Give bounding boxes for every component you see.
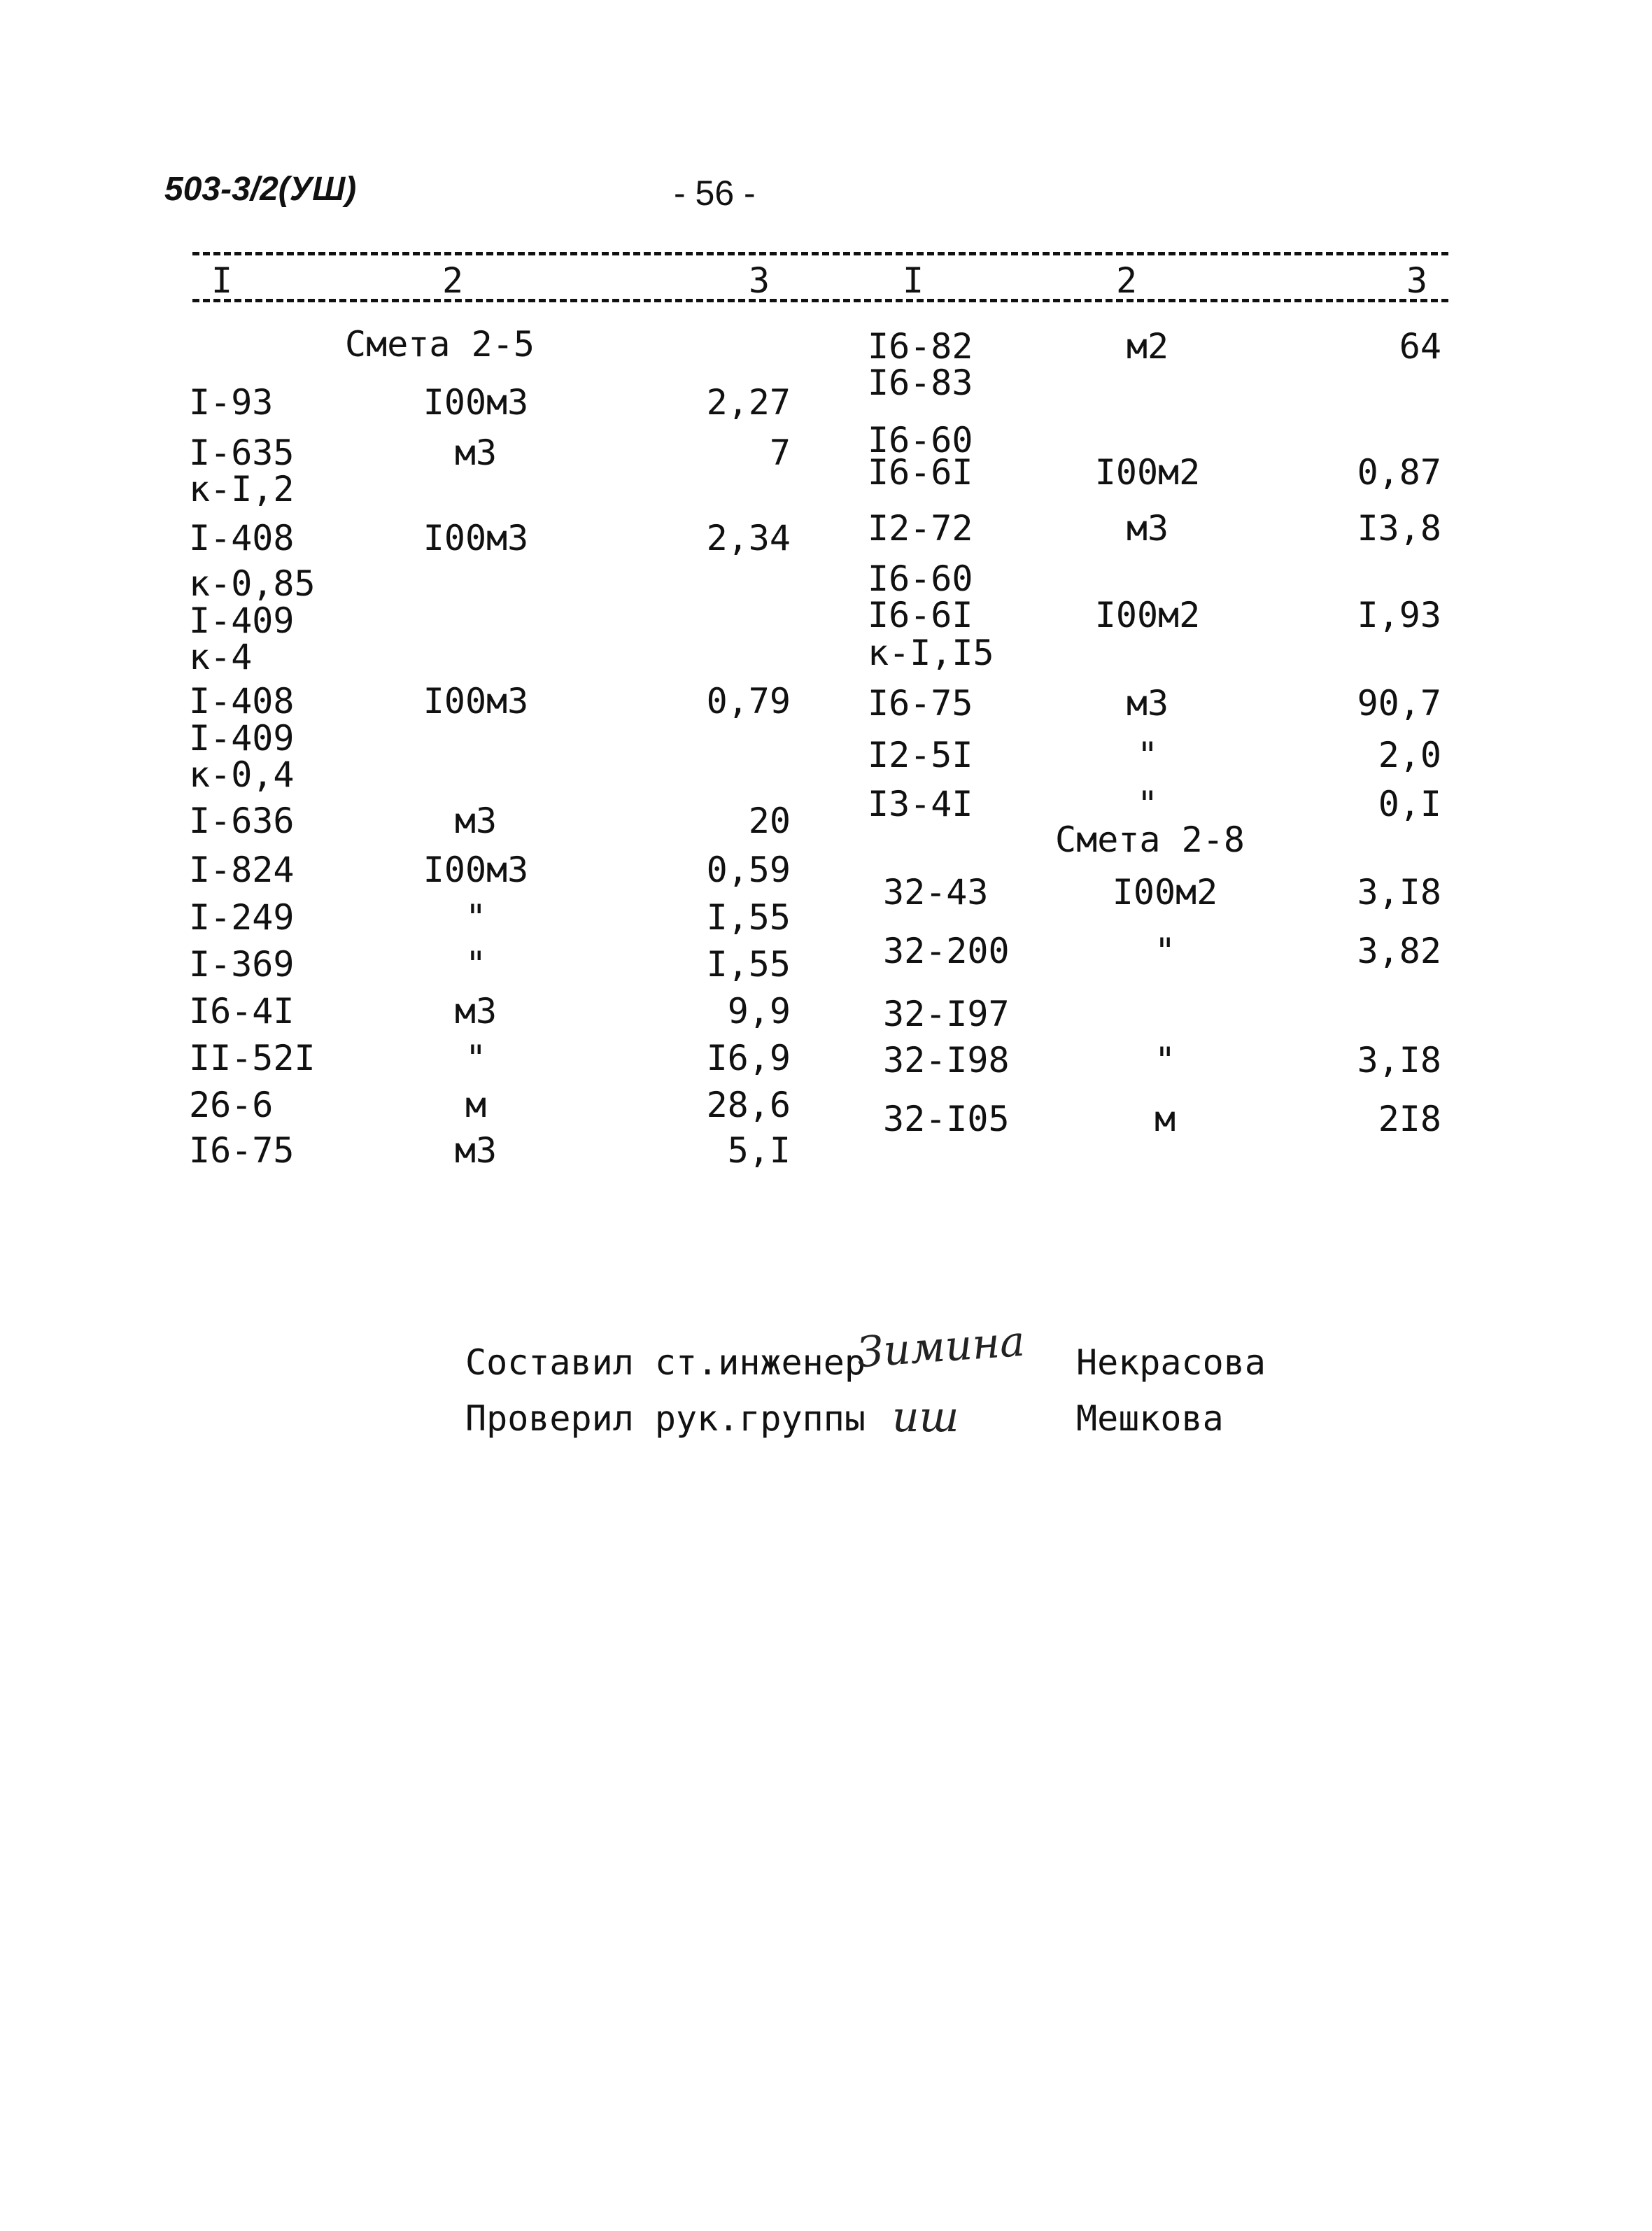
- row-value: 7: [769, 432, 791, 473]
- row-code: I-408: [189, 681, 295, 722]
- header-bottom-rule: [192, 299, 1448, 302]
- row-value: 20: [748, 801, 791, 841]
- compiled-name: Некрасова: [1076, 1342, 1266, 1383]
- row-code: I6-6I: [868, 452, 973, 493]
- col-header-3-left: 3: [749, 260, 770, 301]
- row-code: I3-4I: [868, 784, 973, 824]
- col-header-2-left: 2: [442, 260, 464, 301]
- compiled-label: Составил ст.инженер: [465, 1342, 866, 1383]
- page-number: - 56 -: [674, 174, 756, 213]
- row-unit: I00м3: [423, 681, 529, 722]
- row-code: I-636: [189, 801, 295, 841]
- row-code: I6-82: [868, 326, 973, 367]
- row-value: I3,8: [1357, 508, 1441, 549]
- row-value: 2,34: [706, 518, 791, 558]
- row-code: 32-I05: [883, 1099, 1010, 1139]
- row-unit: ": [1154, 1040, 1176, 1081]
- row-unit: I00м3: [423, 850, 529, 890]
- row-value: I6,9: [706, 1038, 791, 1078]
- row-code: к-0,85: [189, 563, 316, 604]
- row-value: I,55: [706, 944, 791, 985]
- row-value: 0,87: [1357, 452, 1441, 493]
- row-value: 0,I: [1378, 784, 1441, 824]
- row-unit: м: [1154, 1099, 1176, 1139]
- row-code: I-369: [189, 944, 295, 985]
- checked-signature: [892, 1393, 959, 1442]
- header-top-rule: [192, 252, 1448, 255]
- checked-label: Проверил рук.группы: [465, 1398, 866, 1439]
- row-value: 64: [1399, 326, 1441, 367]
- checked-name: Мешкова: [1076, 1398, 1224, 1439]
- row-value: 2,27: [706, 382, 791, 423]
- col-header-2-right: 2: [1116, 260, 1138, 301]
- row-value: 2,0: [1378, 735, 1441, 775]
- col-header-1-right: I: [903, 260, 924, 301]
- row-unit: м3: [1126, 683, 1169, 724]
- row-code: 32-200: [883, 931, 1010, 971]
- row-code: I-824: [189, 850, 295, 890]
- row-code: I-409: [189, 600, 295, 641]
- row-unit: м3: [454, 432, 497, 473]
- row-value: 3,82: [1357, 931, 1441, 971]
- row-code: к-0,4: [189, 754, 295, 795]
- col-header-3-right: 3: [1406, 260, 1428, 301]
- row-unit: I00м3: [423, 518, 529, 558]
- document-code: 503-3/2(УШ): [164, 171, 357, 208]
- row-unit: I00м3: [423, 382, 529, 423]
- row-unit: I00м2: [1094, 452, 1201, 493]
- row-unit: м2: [1126, 326, 1169, 367]
- row-code: I6-60: [868, 558, 973, 599]
- row-unit: I00м2: [1094, 595, 1201, 635]
- row-code: I-408: [189, 518, 295, 558]
- row-code: к-I,2: [189, 469, 295, 509]
- row-unit: ": [465, 897, 487, 938]
- row-code: к-4: [189, 637, 253, 677]
- compiled-signature-glyphs: Зимина: [855, 1316, 1026, 1378]
- row-code: I-93: [189, 382, 274, 423]
- checked-signature-glyphs: иш: [892, 1393, 959, 1442]
- row-code: I6-4I: [189, 991, 295, 1032]
- row-unit: м3: [1126, 508, 1169, 549]
- row-unit: ": [1136, 784, 1159, 824]
- row-value: 3,I8: [1357, 872, 1441, 913]
- row-unit: м: [465, 1085, 487, 1125]
- row-code: I2-5I: [868, 735, 973, 775]
- row-unit: ": [1154, 931, 1176, 971]
- row-code: I-249: [189, 897, 295, 938]
- row-value: 0,59: [706, 850, 791, 890]
- row-value: 3,I8: [1357, 1040, 1441, 1081]
- row-value: 2I8: [1378, 1099, 1441, 1139]
- row-unit: м3: [454, 991, 497, 1032]
- row-unit: ": [465, 1038, 487, 1078]
- row-value: 90,7: [1357, 683, 1441, 724]
- section-title-left: Смета 2-5: [345, 324, 535, 365]
- row-unit: ": [1136, 735, 1159, 775]
- row-code: I2-72: [868, 508, 973, 549]
- row-code: 26-6: [189, 1085, 274, 1125]
- row-code: 32-I98: [883, 1040, 1010, 1081]
- row-code: к-I,I5: [868, 633, 994, 673]
- row-code: I6-75: [868, 683, 973, 724]
- col-header-1-left: I: [211, 260, 233, 301]
- row-value: I,55: [706, 897, 791, 938]
- row-code: I6-83: [868, 363, 973, 403]
- section-title-right: Смета 2-8: [1055, 819, 1245, 860]
- row-unit: ": [465, 944, 487, 985]
- row-unit: м3: [454, 801, 497, 841]
- row-value: 0,79: [706, 681, 791, 722]
- row-code: 32-43: [883, 872, 989, 913]
- row-code: I6-60: [868, 420, 973, 460]
- row-unit: I00м2: [1112, 872, 1218, 913]
- row-code: I-635: [189, 432, 295, 473]
- row-code: I6-75: [189, 1130, 295, 1171]
- compiled-signature: [856, 1317, 1026, 1378]
- row-value: I,93: [1357, 595, 1441, 635]
- row-code: I6-6I: [868, 595, 973, 635]
- row-code: 32-I97: [883, 994, 1010, 1034]
- row-unit: м3: [454, 1130, 497, 1171]
- row-code: I-409: [189, 718, 295, 759]
- row-value: 5,I: [727, 1130, 791, 1171]
- row-value: 9,9: [727, 991, 791, 1032]
- row-code: II-52I: [189, 1038, 316, 1078]
- row-value: 28,6: [706, 1085, 791, 1125]
